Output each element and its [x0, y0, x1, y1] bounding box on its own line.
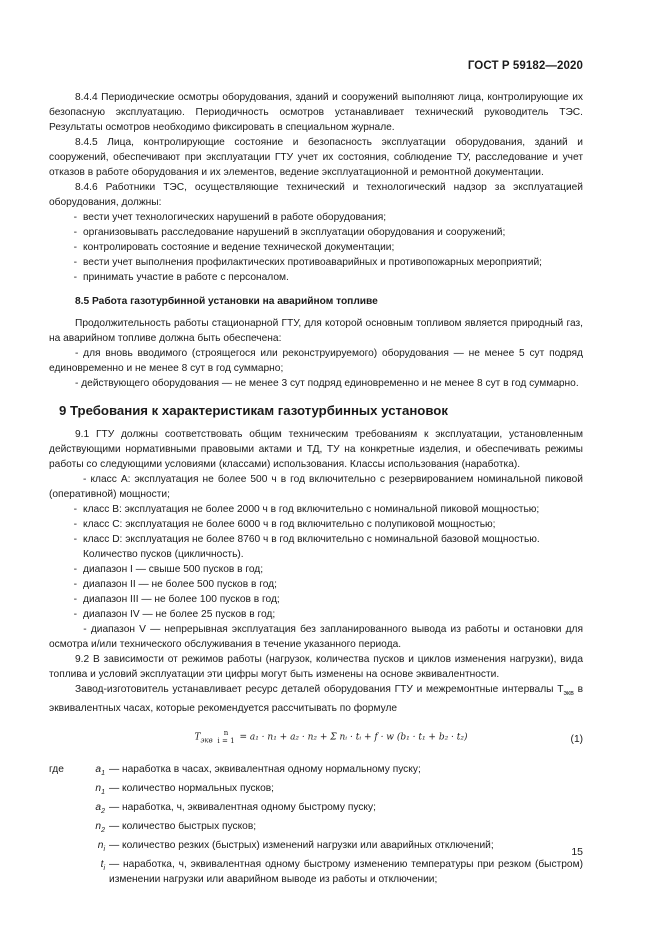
definition-row: $t_i$ — наработка, ч, эквивалентная одному быстрому изменению температуры при резком (быстром) изменении нагрузки или аварийном выводе из работы и отключении; — [100, 859, 583, 886]
list-item: - диапазон III — не более 100 пусков в год; — [73, 594, 280, 605]
definitions-list — [49, 762, 583, 887]
formula-rhs: = a₁ · n₁ + a₂ · n₂ + Σ nᵢ · tᵢ + f · w (b₁ · t₁ + b₂ · t₂) — [239, 732, 468, 743]
list-item: - действующего оборудования — не менее 3 сут подряд единовременно и не менее 8 сут в год суммарно. — [75, 378, 579, 389]
list-8-5 — [49, 346, 583, 391]
paragraph-8-4-4: 8.4.4 Периодические осмотры оборудования, зданий и сооружений выполняют лица, контролирующие их безопасную эксплуатацию. Периодичность осмотров устанавливает технический руководитель ТЭС. Результаты осмотров необходимо фиксировать в специальном журнале. — [49, 92, 583, 133]
definition-row: $n_i$ — количество резких (быстрых) изменений нагрузки или аварийных отключений; — [97, 840, 494, 854]
list-item: - класс D: эксплуатация не более 8760 ч в год включительно с номинальной базовой мощностью. — [73, 534, 540, 545]
formula-number: (1) — [570, 733, 583, 745]
paragraph-9-1: 9.1 ГТУ должны соответствовать общим техническим требованиям к эксплуатации, установленным действующими нормативными правовыми актами и ТД, ТУ на конкретные изделия, и обеспечивать режимы работы со следующими условиями (классами) использования. Классы использования (наработка). — [49, 429, 583, 470]
list-item: - диапазон V — непрерывная эксплуатация без запланированного вывода из работы и остановки для осмотра и/или технического обслуживания в течение указанного периода. — [49, 624, 583, 650]
formula-expression: $T_{экв}$ n i = 1 = a₁ · n₁ + a₂ · n₂ + Σ nᵢ · tᵢ + f · w (b₁ · t₁ + b₂ · t₂) — [194, 729, 468, 746]
page-number: 15 — [571, 846, 583, 858]
where-label: где — [49, 764, 64, 776]
paragraph-8-5: Продолжительность работы стационарной ГТУ, для которой основным топливом является природный газ, на аварийном топливе должна быть обеспечена: — [49, 318, 583, 344]
heading-8-5: 8.5 Работа газотурбинной установки на аварийном топливе — [75, 296, 378, 307]
list-item: - диапазон I — свыше 500 пусков в год; — [73, 564, 264, 575]
definition-row: $a_2$ — наработка, ч, эквивалентная одному быстрому пуску; — [95, 802, 376, 816]
list-item: - принимать участие в работе с персоналом. — [73, 272, 289, 283]
definition-row: $n_2$ — количество быстрых пусков; — [95, 821, 257, 835]
paragraph-9-2: 9.2 В зависимости от режимов работы (нагрузок, количества пусков и циклов изменения нагрузки), вида топлива и условий эксплуатации эти цифры могут быть изменены на основе эквивалентности. — [49, 654, 583, 680]
list-item: - диапазон IV — не более 25 пусков в год; — [73, 609, 276, 620]
list-item: - класс A: эксплуатация не более 500 ч в год включительно с резервированием номинальной пиковой (оперативной) мощности; — [49, 474, 583, 500]
list-item: - класс B: эксплуатация не более 2000 ч в год включительно с номинальной пиковой мощностью; — [73, 504, 540, 515]
formula-1 — [49, 718, 583, 760]
list-item: - класс C: эксплуатация не более 6000 ч в год включительно с полупиковой мощностью; — [73, 519, 496, 530]
sum-lower-limit: i = 1 — [217, 737, 235, 746]
list-classes — [49, 472, 583, 547]
list-item: - организовывать расследование нарушений в эксплуатации оборудования и сооружений; — [73, 227, 506, 238]
list-item: - для вновь вводимого (строящегося или реконструируемого) оборудования — не менее 5 сут подряд единовременно и не менее 8 сут в год суммарно; — [49, 348, 583, 374]
list-item: - диапазон II — не более 500 пусков в год; — [73, 579, 277, 590]
standard-header: ГОСТ Р 59182—2020 — [467, 60, 583, 72]
list-item: - вести учет технологических нарушений в работе оборудования; — [73, 212, 387, 223]
paragraph-8-4-5: 8.4.5 Лица, контролирующие состояние и безопасность эксплуатации оборудования, зданий и сооружений, обеспечивают при эксплуатации ГТУ учет их состояния, соблюдение ТУ, расследование и учет отказов в работе оборудования и их элементов, ведение эксплуатационной и ремонтной документации. — [49, 137, 583, 178]
list-8-4-6 — [49, 210, 583, 285]
definition-row: $n_1$ — количество нормальных пусков; — [95, 783, 275, 797]
list-item: - вести учет выполнения профилактических противоаварийных и противопожарных мероприятий; — [73, 257, 542, 268]
definition-row: где $a_1$ — наработка в часах, эквивалентная одному нормальному пуску; — [49, 762, 583, 781]
document-body — [49, 90, 583, 887]
starts-title: Количество пусков (цикличность). — [83, 549, 244, 560]
paragraph-8-4-6: 8.4.6 Работники ТЭС, осуществляющие технический и технологический надзор за эксплуатацией оборудования, должны: — [49, 182, 583, 208]
list-ranges — [49, 562, 583, 652]
sum-upper-limit: n — [223, 729, 229, 738]
heading-section-9: 9 Требования к характеристикам газотурбинных установок — [59, 403, 448, 418]
paragraph-9-2-formula-intro: Завод-изготовитель устанавливает ресурс деталей оборудования ГТУ и межремонтные интервалы $T_{экв}$ в эквивалентных часах, которые рекомендуется рассчитывать по формуле — [49, 684, 583, 715]
list-item: - контролировать состояние и ведение технической документации; — [73, 242, 395, 253]
